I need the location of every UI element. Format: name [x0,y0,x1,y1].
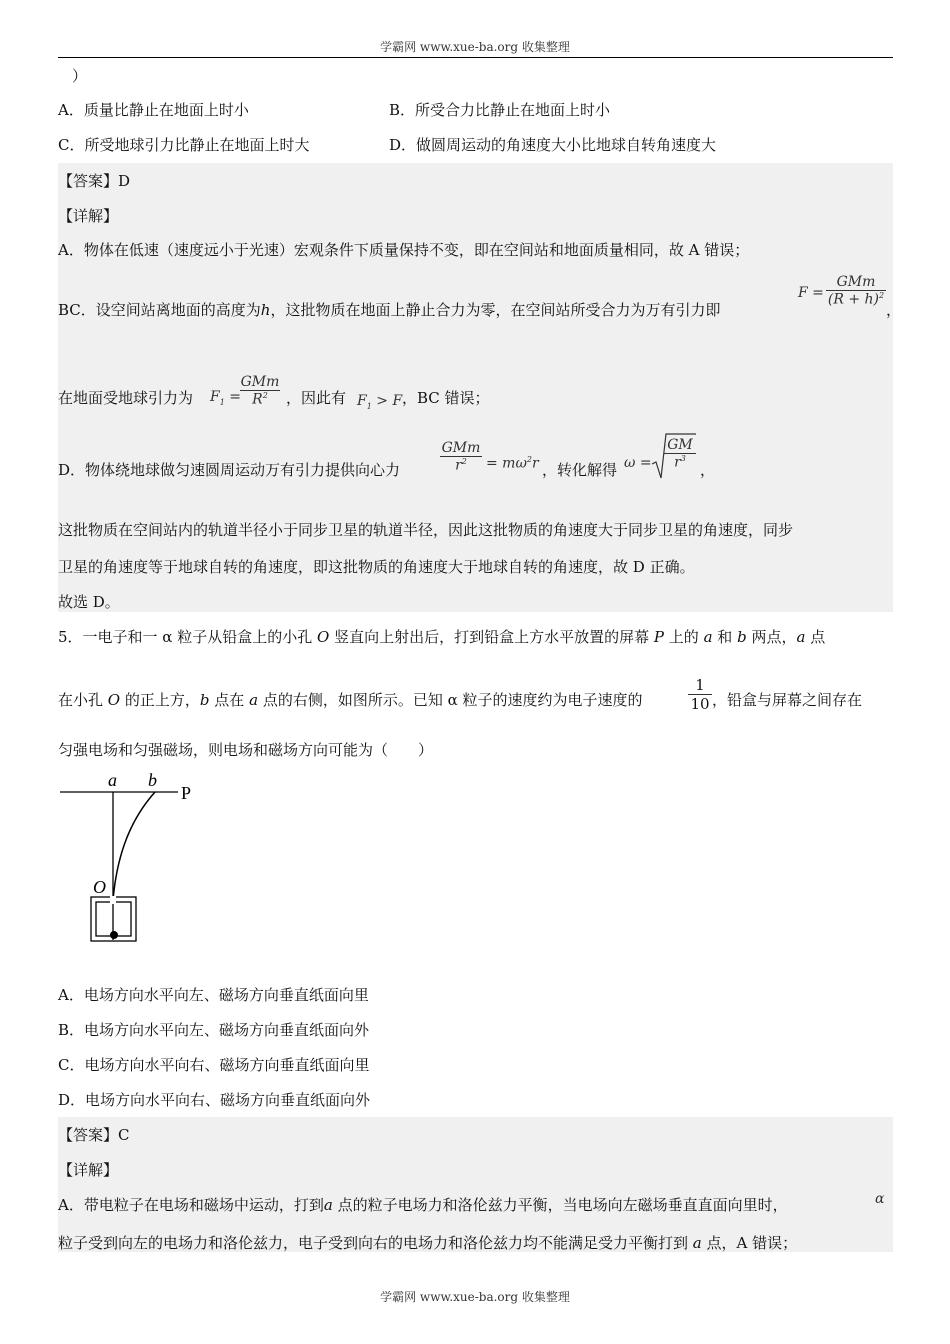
rhs-exp: 2 [526,455,532,464]
text: 点在 [214,691,245,709]
var-a: a [703,628,713,646]
text: 点 [810,628,826,646]
f1: F [210,389,220,405]
ineq-rhs: > F [376,393,403,409]
fig-label-O: O [93,877,106,897]
q5-detail-label: 【详解】 [58,1161,119,1179]
den-base: (R + h) [827,291,880,308]
den-exp: 2 [262,391,268,400]
var-a: a [692,1234,702,1252]
den-base: r [674,454,681,471]
q4-answer: 【答案】D [58,172,131,190]
den-exp: 2 [461,457,467,466]
denominator: 10 [690,695,710,713]
q4-explain-a: A．物体在低速（速度远小于光速）宏观条件下质量保持不变，即在空间站和地面质量相同，故 A 错误； [58,241,750,259]
q5-option-b: B．电场方向水平向左、磁场方向垂直纸面向外 [58,1021,370,1039]
f1: F [357,393,367,409]
formula-f1-fraction [240,374,280,408]
den-base: r [455,457,462,474]
text: ，因此有 [286,389,347,407]
numerator: GM [667,437,693,453]
q4-explain-bc-line2 [58,389,193,407]
var-a: a [323,1196,333,1214]
fig-label-a: a [108,770,117,790]
var-b: b [737,628,747,646]
rhs-r: r [531,455,539,472]
text: 竖直向上射出后，打到铅盒上方水平放置的屏幕 [334,628,650,646]
text: 点的右侧，如图所示。已知 α 粒子的速度约为电子速度的 [262,691,643,709]
q4-option-d: D．做圆周运动的角速度大小比地球自转角速度大 [389,136,717,154]
q5-option-d: D．电场方向水平向右、磁场方向垂直纸面向外 [58,1091,371,1109]
formula-omega: ω = [624,455,652,471]
den-base: R [252,391,263,408]
text: 的正上方， [124,691,200,709]
formula-f-lhs: F = [798,285,824,301]
q5-option-a: A．电场方向水平向左、磁场方向垂直纸面向里 [58,986,369,1004]
q5-stem-line3: 匀强电场和匀强磁场，则电场和磁场方向可能为（ ） [58,741,434,759]
var-P: P [653,628,664,646]
var-O: O [317,628,330,646]
q4-answer-panel [58,163,893,612]
q5-explain-a-line1 [58,1196,788,1214]
text: 上的 [668,628,699,646]
source-dot [110,931,118,939]
q4-conclusion: 故选 D。 [58,593,120,611]
q5-answer-panel [58,1117,893,1252]
page-footer: 学霸网 www.xue-ba.org 收集整理 [380,1290,570,1304]
text: ，转化解得 [542,461,618,479]
text: ，铅盒与屏幕之间存在 [712,691,863,709]
text: 在地面受地球引力为 [58,389,194,407]
page-header: 学霸网 www.xue-ba.org 收集整理 [380,40,570,54]
q4-tail: ） [72,67,88,85]
text: 在小孔 [58,691,104,709]
fig-label-b: b [148,770,157,790]
var-a: a [249,691,259,709]
denominator [826,291,886,308]
formula-f1-lhs [210,388,241,412]
den-exp: 3 [680,454,686,463]
electron-path [113,792,155,900]
q4-explain-bc-line1 [58,301,720,319]
numerator: GMm [836,274,876,290]
var-O: O [107,691,121,709]
q4-explain-d-line1: D．物体绕地球做匀速圆周运动万有引力提供向心力 [58,461,401,479]
formula-sqrt-fraction [664,437,696,471]
formula-ineq [357,392,402,416]
denominator [240,391,280,408]
var-a: a [796,628,806,646]
text: ，BC 错误； [402,389,490,407]
box-hole [110,896,116,904]
f1-sub: 1 [366,401,372,411]
rhs: = mω [486,455,527,472]
denominator [440,457,482,474]
numerator: GMm [441,440,481,456]
q4-option-b: B．所受合力比静止在地面上时小 [389,101,611,119]
text: BC．设空间站离地面的高度为 [58,301,261,319]
q4-option-a: A．质量比静止在地面上时小 [58,101,249,119]
den-exp: 2 [879,291,885,300]
q4-option-c: C．所受地球引力比静止在地面上时大 [58,136,310,154]
text: 点，A 错误； [706,1234,798,1252]
numerator: 1 [695,676,705,694]
q5-stem-line2 [58,691,643,709]
q5-stem-line1 [58,628,825,646]
header-rule [58,57,893,58]
formula-f-fraction [826,274,886,308]
text: A．带电粒子在电场和磁场中运动，打到 [58,1196,324,1214]
eq: = [229,389,241,405]
text: 和 [717,628,733,646]
q5-figure [55,765,215,950]
f1-sub: 1 [219,397,225,407]
q5-explain-a-line2 [58,1234,797,1252]
fig-label-P: P [181,783,192,803]
text: ，这批物质在地面上静止合力为零，在空间站所受合力为万有引力即 [270,301,721,319]
comma: ， [886,301,902,319]
q5-fraction [688,676,712,713]
text: ， [700,461,716,479]
var-h: h [260,301,271,319]
text: 粒子受到向左的电场力和洛伦兹力，电子受到向右的电场力和洛伦兹力均不能满足受力平衡打到 [58,1234,689,1252]
var-b: b [199,691,210,709]
formula-d-fraction [440,440,482,474]
text: 5．一电子和一 α 粒子从铅盒上的小孔 [58,628,313,646]
q5-answer: 【答案】C [58,1126,130,1144]
alpha-symbol: α [875,1191,885,1207]
q4-detail-label: 【详解】 [58,207,119,225]
text: 两点， [751,628,797,646]
denominator [664,454,696,471]
q4-explain-d-line2: 这批物质在空间站内的轨道半径小于同步卫星的轨道半径，因此这批物质的角速度大于同步卫星的角速度，同步 [58,521,794,539]
text: 点的粒子电场力和洛伦兹力平衡，当电场向左磁场垂直直面向里时， [337,1196,788,1214]
formula-d-rhs [486,451,539,473]
q4-explain-d-line3: 卫星的角速度等于地球自转的角速度，即这批物质的角速度大于地球自转的角速度，故 D 正确。 [58,558,695,576]
numerator: GMm [240,374,280,390]
q5-option-c: C．电场方向水平向右、磁场方向垂直纸面向里 [58,1056,370,1074]
